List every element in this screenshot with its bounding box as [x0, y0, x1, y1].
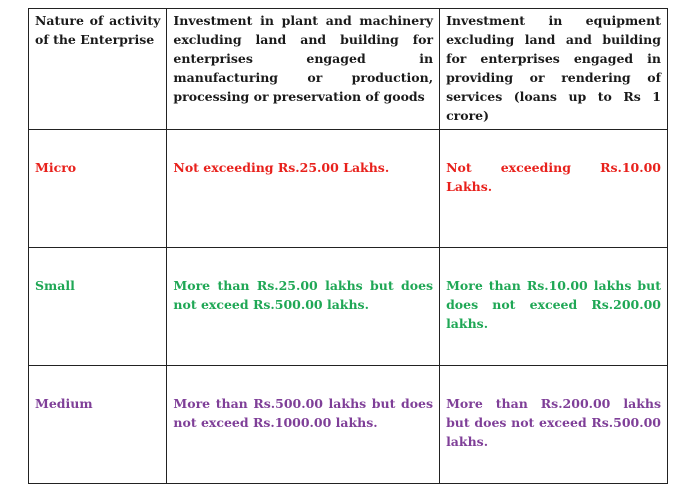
category-label-micro: Micro [35, 160, 77, 175]
manufacturing-cell [167, 366, 440, 484]
manufacturing-limit-micro: Not exceeding Rs.25.00 Lakhs. [173, 160, 390, 175]
category-label-medium: Medium [35, 396, 93, 411]
table-row-micro [29, 130, 668, 248]
category-cell [29, 366, 167, 484]
services-limit-micro: Not exceeding Rs.10.00 Lakhs. [446, 160, 661, 194]
enterprise-classification-table [28, 8, 668, 484]
table-row-small [29, 248, 668, 366]
services-cell [440, 130, 668, 248]
header-services-investment: Investment in equipment excluding land and building for enterprises engaged in providing or rendering of services (loans up to Rs 1 crore) [440, 9, 668, 130]
table-row-medium [29, 366, 668, 484]
category-cell [29, 130, 167, 248]
services-limit-small: More than Rs.10.00 lakhs but does not exceed Rs.200.00 lakhs. [446, 278, 661, 331]
header-manufacturing-investment: Investment in plant and machinery excluding land and building for enterprises engaged in manufacturing or production, processing or preservation of goods [167, 9, 440, 130]
services-limit-medium: More than Rs.200.00 lakhs but does not exceed Rs.500.00 lakhs. [446, 396, 661, 449]
manufacturing-cell [167, 248, 440, 366]
manufacturing-limit-small: More than Rs.25.00 lakhs but does not exceed Rs.500.00 lakhs. [173, 278, 434, 312]
header-row [29, 9, 668, 130]
header-nature-of-activity: Nature of activity of the Enterprise [29, 9, 167, 130]
category-label-small: Small [35, 278, 75, 293]
manufacturing-limit-medium: More than Rs.500.00 lakhs but does not exceed Rs.1000.00 lakhs. [173, 396, 434, 430]
category-cell [29, 248, 167, 366]
services-cell [440, 366, 668, 484]
manufacturing-cell [167, 130, 440, 248]
services-cell [440, 248, 668, 366]
